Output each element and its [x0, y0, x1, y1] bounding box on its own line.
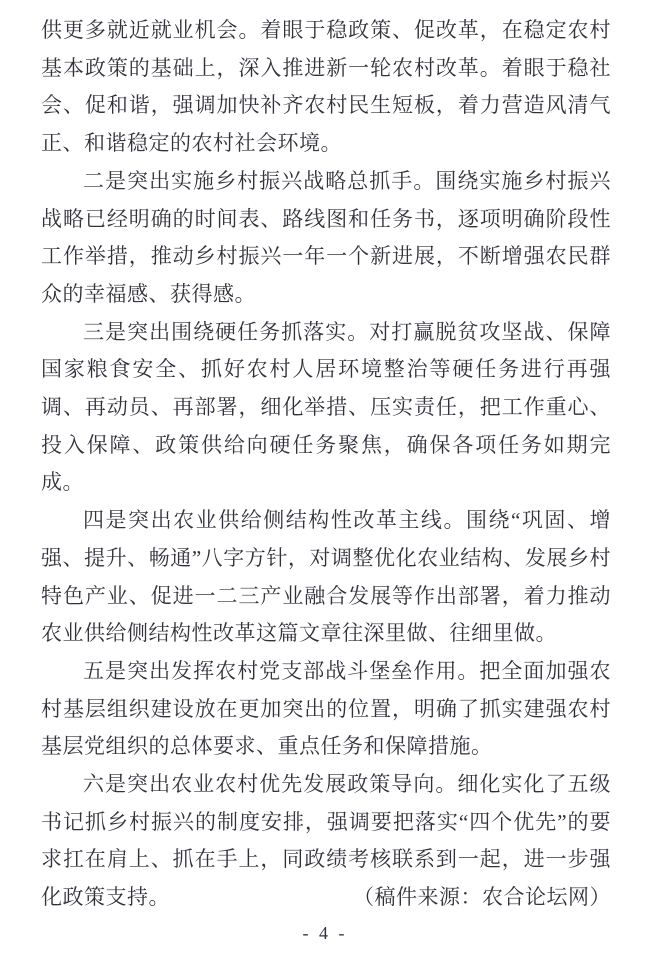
- paragraph-point-six: [41, 766, 611, 917]
- paragraph-point-five: 五是突出发挥农村党支部战斗堡垒作用。把全面加强农村基层组织建设放在更加突出的位置，明确了抓实建强农村基层党组织的总体要求、重点任务和保障措施。: [41, 658, 611, 759]
- page-number: - 4 -: [302, 923, 348, 943]
- paragraph-point-three: 三是突出围绕硬任务抓落实。对打赢脱贫攻坚战、保障国家粮食安全、抓好农村人居环境整治等硬任务进行再强调、再动员、再部署，细化举措、压实责任，把工作重心、投入保障、政策供给向硬任务聚焦，确保各项任务如期完成。: [41, 319, 611, 495]
- source-attribution: （稿件来源：农合论坛网）: [353, 885, 611, 910]
- paragraph-continuation: 供更多就近就业机会。着眼于稳政策、促改革，在稳定农村基本政策的基础上，深入推进新一轮农村改革。着眼于稳社会、促和谐，强调加快补齐农村民生短板，着力营造风清气正、和谐稳定的农村社会环境。: [41, 18, 611, 156]
- paragraph-text: 六是突出农业农村优先发展政策导向。细化实化了五级书记抓乡村振兴的制度安排，强调要把落实“四个优先”的要求扛在肩上、抓在手上，同政绩考核联系到一起，进一步强化政策支持。: [41, 772, 611, 910]
- document-text: [41, 12, 611, 917]
- paragraph-point-four: 四是突出农业供给侧结构性改革主线。围绕“巩固、增强、提升、畅通”八字方针，对调整优化农业结构、发展乡村特色产业、促进一二三产业融合发展等作出部署，着力推动农业供给侧结构性改革这篇文章往深里做、往细里做。: [41, 508, 611, 646]
- paragraph-point-two: 二是突出实施乡村振兴战略总抓手。围绕实施乡村振兴战略已经明确的时间表、路线图和任务书，逐项明确阶段性工作举措，推动乡村振兴一年一个新进展，不断增强农民群众的幸福感、获得感。: [41, 168, 611, 306]
